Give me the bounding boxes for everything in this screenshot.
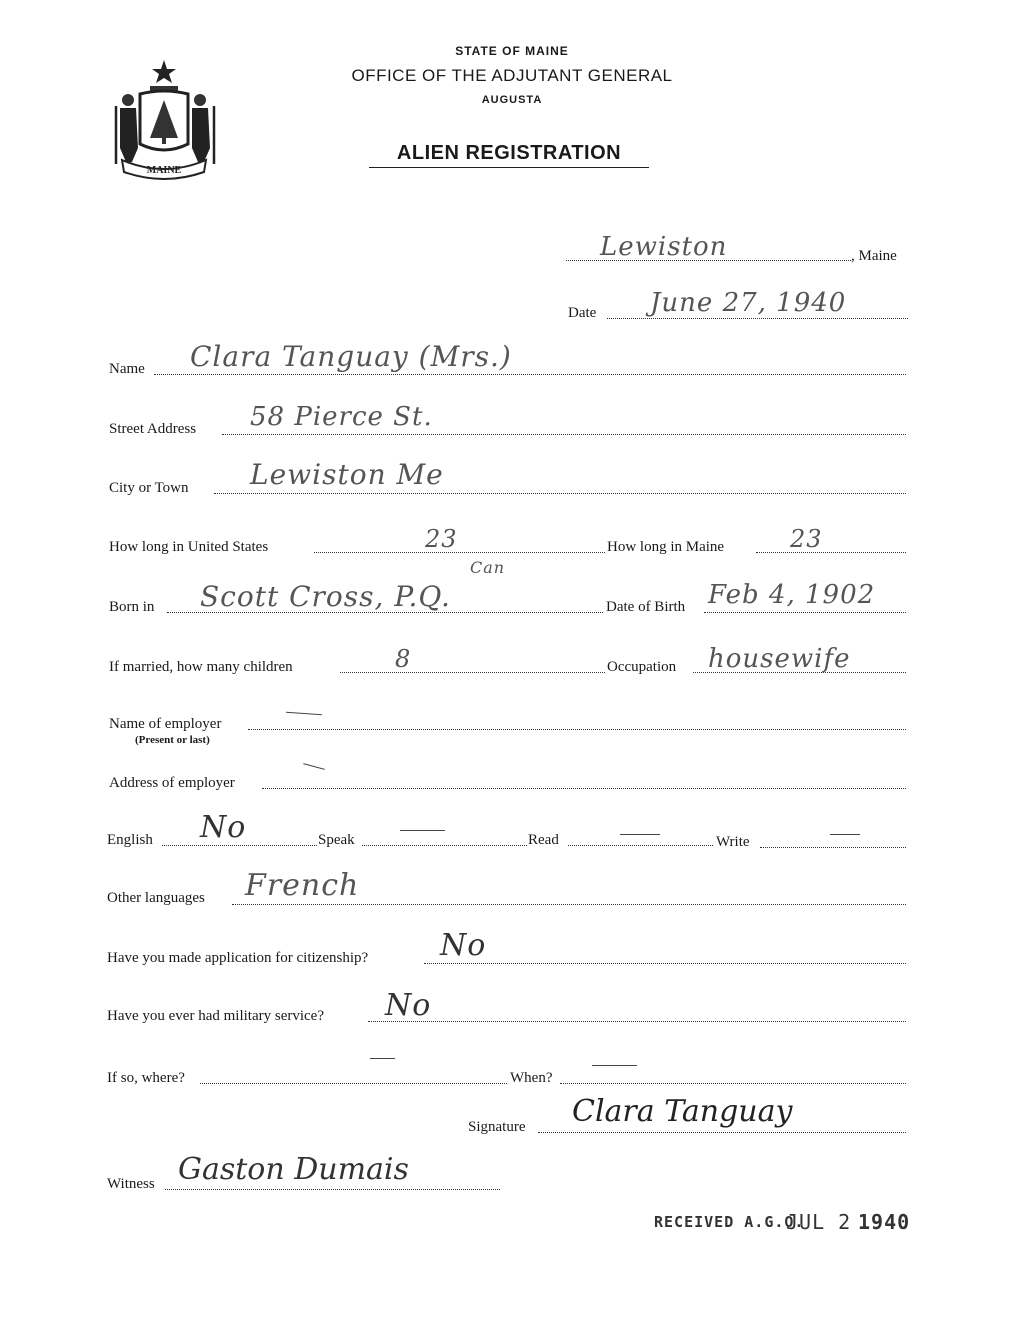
- born-in-note: Can: [470, 558, 506, 577]
- dob-value: Feb 4, 1902: [708, 580, 876, 610]
- name-value: Clara Tanguay (Mrs.): [190, 340, 512, 373]
- place-suffix: , Maine: [851, 248, 897, 264]
- received-stamp-date: JUL 2: [786, 1210, 852, 1234]
- military-value: No: [385, 988, 432, 1023]
- date-label: Date: [568, 305, 597, 321]
- employer-address-label: Address of employer: [109, 775, 235, 791]
- place-value: Lewiston: [600, 232, 728, 262]
- office-heading: OFFICE OF THE ADJUTANT GENERAL: [351, 66, 673, 85]
- read-label: Read: [528, 832, 559, 848]
- dob-label: Date of Birth: [606, 599, 686, 615]
- children-label: If married, how many children: [109, 659, 293, 675]
- signature-value: Clara Tanguay: [572, 1094, 793, 1129]
- street-value: 58 Pierce St.: [250, 402, 433, 432]
- street-label: Street Address: [109, 421, 197, 437]
- date-value: June 27, 1940: [650, 288, 847, 318]
- occupation-label: Occupation: [607, 659, 677, 675]
- how-long-us-value: 23: [425, 525, 458, 553]
- english-value: No: [200, 810, 247, 845]
- born-in-label: Born in: [109, 599, 155, 615]
- witness-value: Gaston Dumais: [178, 1152, 409, 1187]
- city-heading: AUGUSTA: [481, 94, 543, 106]
- city-value: Lewiston Me: [250, 458, 444, 491]
- military-label: Have you ever had military service?: [107, 1008, 324, 1024]
- when-label: When?: [510, 1070, 553, 1086]
- signature-label: Signature: [468, 1119, 526, 1135]
- witness-label: Witness: [107, 1176, 155, 1192]
- how-long-maine-label: How long in Maine: [607, 539, 725, 555]
- born-in-value: Scott Cross, P.Q.: [200, 580, 451, 613]
- other-languages-value: French: [245, 868, 360, 903]
- received-stamp-year: 1940: [858, 1210, 911, 1234]
- where-label: If so, where?: [107, 1070, 185, 1086]
- seal-label: MAINE: [146, 165, 182, 176]
- received-stamp-label: RECEIVED A.G.O.: [654, 1213, 805, 1231]
- citizenship-value: No: [440, 928, 487, 963]
- state-heading: STATE OF MAINE: [455, 44, 569, 58]
- how-long-us-label: How long in United States: [109, 539, 269, 555]
- occupation-value: housewife: [708, 644, 851, 674]
- employer-name-sublabel: (Present or last): [135, 734, 210, 746]
- city-label: City or Town: [109, 480, 189, 496]
- speak-label: Speak: [318, 832, 355, 848]
- name-label: Name: [109, 361, 145, 377]
- other-languages-label: Other languages: [107, 890, 205, 906]
- english-label: English: [107, 832, 153, 848]
- state-seal-icon: [106, 52, 222, 180]
- how-long-maine-value: 23: [790, 525, 823, 553]
- write-label: Write: [716, 834, 750, 850]
- employer-name-label: Name of employer: [109, 716, 222, 732]
- children-value: 8: [395, 645, 412, 673]
- citizenship-label: Have you made application for citizenship?: [107, 950, 369, 966]
- form-title: ALIEN REGISTRATION: [369, 142, 649, 168]
